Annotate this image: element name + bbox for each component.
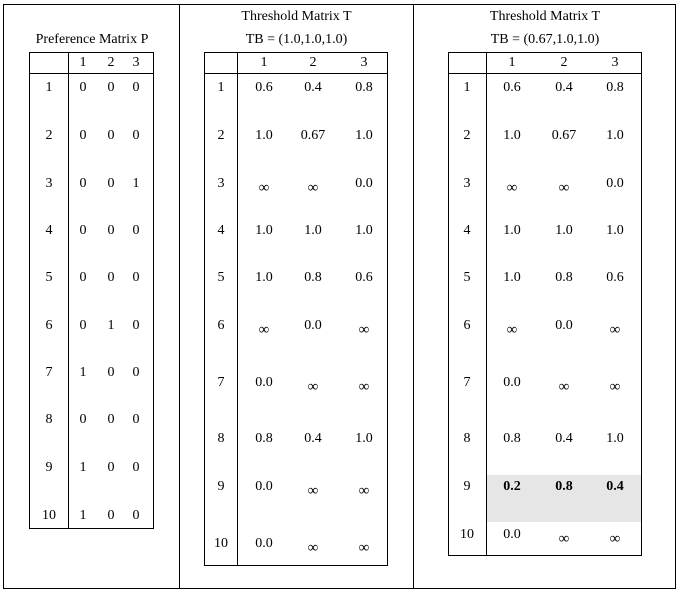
- matrix-cell: 0: [79, 318, 87, 333]
- matrix-cell: 0: [107, 80, 115, 95]
- row-label: 9: [45, 460, 53, 475]
- matrix-cell: 0: [79, 270, 87, 285]
- matrix-cell: 0.2: [503, 479, 521, 494]
- matrix-cell: ∞: [358, 540, 370, 556]
- column-header: 1: [508, 55, 516, 70]
- matrix-cell: ∞: [609, 322, 621, 338]
- matrix-cell: 1.0: [606, 223, 624, 238]
- matrix-cell: 1: [107, 318, 115, 333]
- row-label: 2: [217, 128, 225, 143]
- matrix-cell: 0: [107, 128, 115, 143]
- matrix-cell: 0.8: [503, 431, 521, 446]
- matrix-cell: 0: [79, 80, 87, 95]
- matrix-cell: 0: [132, 460, 140, 475]
- matrix-cell: 0.6: [606, 270, 624, 285]
- row-label: 4: [45, 223, 53, 238]
- panel2-subtitle: TB = (1.0,1.0,1.0): [245, 32, 348, 47]
- matrix-cell: 1.0: [355, 128, 373, 143]
- row-label: 8: [463, 431, 471, 446]
- matrix-cell: ∞: [307, 379, 319, 395]
- matrix-cell: 1.0: [606, 431, 624, 446]
- column-header: 2: [107, 55, 115, 70]
- matrix-cell: 0.8: [606, 80, 624, 95]
- matrix-cell: 0: [79, 223, 87, 238]
- row-label: 1: [463, 80, 471, 95]
- matrix-cell: 0: [107, 412, 115, 427]
- column-header: 2: [560, 55, 568, 70]
- matrix-cell: ∞: [258, 180, 270, 196]
- matrix-cell: 0: [132, 80, 140, 95]
- row-label: 2: [45, 128, 53, 143]
- matrix-cell: 1.0: [503, 223, 521, 238]
- matrix-cell: 0.67: [551, 128, 577, 143]
- row-label: 2: [463, 128, 471, 143]
- matrix-cell: ∞: [358, 483, 370, 499]
- row-label: 3: [463, 176, 471, 191]
- matrix-cell: 1.0: [355, 431, 373, 446]
- row-label: 6: [463, 318, 471, 333]
- matrix-cell: 0.0: [555, 318, 573, 333]
- row-label: 8: [45, 412, 53, 427]
- row-label: 10: [42, 508, 56, 523]
- matrix-cell: 1: [132, 176, 140, 191]
- matrix-cell: 1.0: [255, 128, 273, 143]
- matrix-cell: 0.0: [255, 375, 273, 390]
- panel3-subtitle: TB = (0.67,1.0,1.0): [490, 32, 600, 47]
- column-header: 1: [79, 55, 87, 70]
- panel-divider: [179, 4, 180, 589]
- row-label: 10: [460, 527, 474, 542]
- column-header: 3: [360, 55, 368, 70]
- matrix-cell: 1.0: [503, 270, 521, 285]
- matrix-cell: 0: [132, 270, 140, 285]
- matrix-cell: 1: [79, 365, 87, 380]
- panel3-title: Threshold Matrix T: [489, 9, 601, 24]
- matrix-cell: 0: [132, 128, 140, 143]
- row-label: 6: [217, 318, 225, 333]
- panel2-title: Threshold Matrix T: [241, 9, 352, 24]
- row-label: 4: [217, 223, 225, 238]
- matrix-cell: 0.4: [555, 80, 573, 95]
- matrix-cell: 1.0: [355, 223, 373, 238]
- row-label: 1: [45, 80, 53, 95]
- matrix-cell: 0.0: [304, 318, 322, 333]
- row-label: 3: [45, 176, 53, 191]
- matrix-cell: 0.0: [503, 527, 521, 542]
- matrix-cell: 0: [132, 508, 140, 523]
- matrix-cell: 0: [79, 412, 87, 427]
- matrix-cell: ∞: [558, 379, 570, 395]
- column-header: 1: [260, 55, 268, 70]
- matrix-cell: ∞: [609, 531, 621, 547]
- matrix-cell: 0.6: [503, 80, 521, 95]
- matrix-cell: 0.4: [304, 431, 322, 446]
- matrix-cell: 1.0: [503, 128, 521, 143]
- matrix-cell: 0.8: [355, 80, 373, 95]
- matrix-cell: ∞: [307, 483, 319, 499]
- matrix-cell: 0.4: [555, 431, 573, 446]
- row-label: 7: [45, 365, 53, 380]
- preference-matrix: [29, 52, 154, 529]
- matrix-cell: ∞: [506, 180, 518, 196]
- matrix-cell: 0.8: [304, 270, 322, 285]
- matrix-cell: ∞: [358, 379, 370, 395]
- row-label: 9: [463, 479, 471, 494]
- matrix-cell: 0.0: [503, 375, 521, 390]
- column-header: 3: [611, 55, 619, 70]
- matrix-cell: ∞: [558, 180, 570, 196]
- row-label: 3: [217, 176, 225, 191]
- column-header: 2: [309, 55, 317, 70]
- row-label: 5: [217, 270, 225, 285]
- matrix-cell: 0.4: [304, 80, 322, 95]
- row-label: 9: [217, 479, 225, 494]
- matrix-cell: 0: [132, 365, 140, 380]
- matrix-cell: 0: [79, 176, 87, 191]
- row-label: 7: [463, 375, 471, 390]
- matrix-cell: 1: [79, 460, 87, 475]
- matrix-cell: 1.0: [255, 270, 273, 285]
- row-label: 7: [217, 375, 225, 390]
- matrix-cell: 0.6: [255, 80, 273, 95]
- matrix-cell: ∞: [307, 180, 319, 196]
- matrix-cell: 0: [132, 318, 140, 333]
- row-label: 8: [217, 431, 225, 446]
- matrix-cell: 0.0: [606, 176, 624, 191]
- matrix-cell: ∞: [358, 322, 370, 338]
- matrix-cell: ∞: [258, 322, 270, 338]
- row-label: 5: [463, 270, 471, 285]
- matrix-cell: 0.8: [255, 431, 273, 446]
- matrix-cell: ∞: [506, 322, 518, 338]
- matrix-cell: 0: [107, 365, 115, 380]
- matrix-cell: 0.8: [555, 270, 573, 285]
- matrix-cell: 0: [132, 412, 140, 427]
- matrix-cell: 0: [107, 223, 115, 238]
- matrix-cell: 0: [107, 176, 115, 191]
- threshold-matrix-1: [204, 52, 388, 566]
- matrix-cell: 0: [79, 128, 87, 143]
- matrix-cell: 0.0: [255, 479, 273, 494]
- threshold-matrix-2: [448, 52, 642, 556]
- row-label: 10: [214, 536, 228, 551]
- panel1-title: Preference Matrix P: [35, 32, 149, 47]
- matrix-cell: ∞: [307, 540, 319, 556]
- row-label: 5: [45, 270, 53, 285]
- matrix-cell: ∞: [558, 531, 570, 547]
- matrix-cell: 0.6: [355, 270, 373, 285]
- matrix-cell: 0: [132, 223, 140, 238]
- matrix-cell: 1.0: [255, 223, 273, 238]
- matrix-cell: 0: [107, 270, 115, 285]
- column-header: 3: [132, 55, 140, 70]
- matrix-cell: 0.0: [355, 176, 373, 191]
- matrix-cell: 0.0: [255, 536, 273, 551]
- matrix-cell: 1.0: [555, 223, 573, 238]
- matrix-cell: 0.8: [555, 479, 573, 494]
- row-label: 1: [217, 80, 225, 95]
- matrix-cell: 0: [107, 460, 115, 475]
- panel-divider: [413, 4, 414, 589]
- matrix-cell: ∞: [609, 379, 621, 395]
- matrix-cell: 0: [107, 508, 115, 523]
- matrix-cell: 0.67: [300, 128, 326, 143]
- row-label: 6: [45, 318, 53, 333]
- matrix-cell: 1: [79, 508, 87, 523]
- matrix-cell: 1.0: [606, 128, 624, 143]
- matrix-cell: 1.0: [304, 223, 322, 238]
- matrix-cell: 0.4: [606, 479, 624, 494]
- row-label: 4: [463, 223, 471, 238]
